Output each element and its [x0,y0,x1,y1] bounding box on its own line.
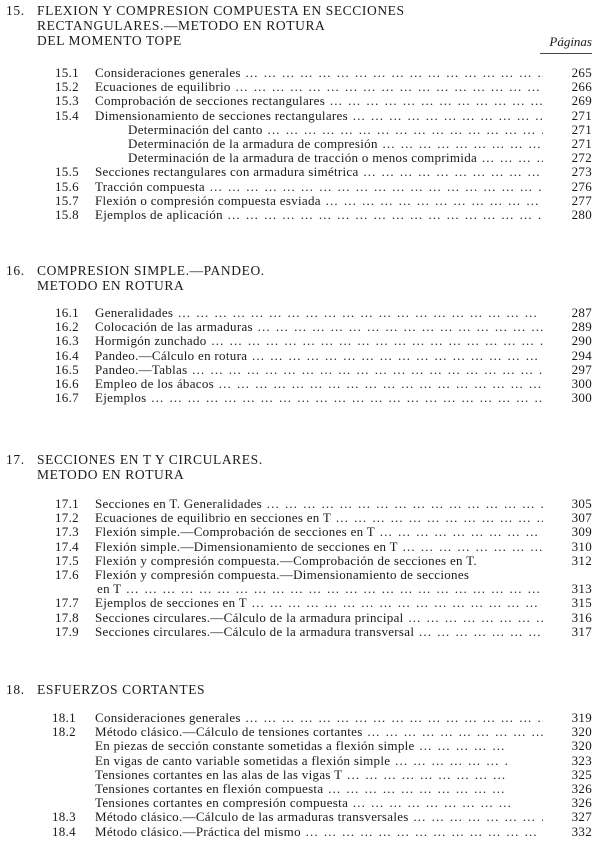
entry-page: 266 [571,79,592,95]
entry-number: 17.5 [55,552,79,568]
entry-title: Método clásico.—Cálculo de las armaduras transversales … … … … … … … … … … … … … … … … … … … … … … … … … … … … … … … … … … … [95,810,543,824]
toc-entry[interactable] [0,349,600,363]
toc-subentry[interactable] [0,151,600,165]
toc-subentry[interactable] [0,768,600,782]
entry-number: 18.4 [52,823,76,839]
entry-page: 290 [571,333,592,349]
toc-entry[interactable] [0,194,600,208]
chapter-title-line: SECCIONES EN T Y CIRCULARES. [37,452,263,467]
toc-entry[interactable] [0,568,600,582]
entry-title: Secciones circulares.—Cálculo de la armadura transversal … … … … … … … … … … … … … … … … … … … … … … … … … … … … … … … … … … … [95,625,543,639]
toc-entry[interactable] [0,109,600,123]
chapter-title [37,452,263,482]
entry-title: Método clásico.—Práctica del mismo … … … … … … … … … … … … … … … … … … … … … … … … … … … … … … … … … … … [95,825,543,839]
entry-page: 280 [571,206,592,222]
entry-title: Generalidades … … … … … … … … … … … … … … … … … … … … … … … … … … … … … … … … … … … [95,306,543,320]
entry-title: Tensiones cortantes en las alas de las vigas T … … … … … … … … … … … … … … … … … … … … … … … … … … … … … … … … … … … [95,768,510,782]
entry-list [0,711,600,839]
entry-number: 17.2 [55,510,79,526]
entry-title: Determinación de la armadura de compresión … … … … … … … … … … … … … … … … … … … … … … … … … … … … … … … … … … … [128,137,543,151]
entry-title: Flexión y compresión compuesta.—Comprobación de secciones en T. [95,553,477,568]
entry-title: Flexión simple.—Comprobación de secciones en T … … … … … … … … … … … … … … … … … … … … … … … … … … … … … … … … … … … [95,525,543,539]
toc-subentry[interactable] [0,754,600,768]
entry-number: 15.2 [55,79,79,95]
toc-entry[interactable] [0,725,600,739]
entry-title: Dimensionamiento de secciones rectangulares … … … … … … … … … … … … … … … … … … … … … … … … … … … … … … … … … … … [95,109,543,123]
entry-page: 271 [571,107,592,123]
chapter-number: 18. [6,682,25,697]
entry-title: Hormigón zunchado … … … … … … … … … … … … … … … … … … … … … … … … … … … … … … … … … … … [95,334,543,348]
entry-number: 18.2 [52,724,76,740]
entry-page: 312 [571,552,592,568]
toc-subentry[interactable] [0,782,600,796]
entry-title: Consideraciones generales … … … … … … … … … … … … … … … … … … … … … … … … … … … … … … … … … … … [95,66,543,80]
chapter-title [37,3,405,48]
entry-number: 17.9 [55,623,79,639]
entry-number: 15.1 [55,65,79,80]
entry-number: 18.3 [52,809,76,825]
chapter-title-line: METODO EN ROTURA [37,467,185,482]
entry-number: 15.6 [55,178,79,194]
entry-number: 16.2 [55,319,79,335]
toc-entry[interactable] [0,377,600,391]
entry-title: Colocación de las armaduras … … … … … … … … … … … … … … … … … … … … … … … … … … … … … … … … … … … [95,320,543,334]
entry-number: 15.3 [55,93,79,109]
entry-page: 325 [571,766,592,782]
entry-page: 272 [571,150,592,166]
entry-title: Determinación del canto … … … … … … … … … … … … … … … … … … … … … … … … … … … … … … … … … … … [128,123,543,137]
entry-title: Ecuaciones de equilibrio … … … … … … … … … … … … … … … … … … … … … … … … … … … … … … … … … … … [95,80,543,94]
entry-title: Determinación de la armadura de tracción o menos comprimida … … … … … … … … … … … … … … … … … … … … … … … … … … … … … … … … … … … [128,151,543,165]
toc-entry[interactable] [0,66,600,80]
entry-page: 265 [571,65,592,80]
entry-number: 16.7 [55,390,79,406]
toc-entry[interactable] [0,596,600,610]
toc-subentry[interactable] [0,137,600,151]
entry-title: Ejemplos … … … … … … … … … … … … … … … … … … … … … … … … … … … … … … … … … … … [95,391,543,405]
entry-title: Tensiones cortantes en compresión compuesta … … … … … … … … … … … … … … … … … … … … … … … … … … … … … … … … … … … [95,796,510,810]
entry-number: 15.7 [55,192,79,208]
paginas-rule [540,53,592,54]
entry-title: Secciones rectangulares con armadura simétrica … … … … … … … … … … … … … … … … … … … … … … … … … … … … … … … … … … … [95,165,543,179]
entry-number: 15.4 [55,107,79,123]
entry-title: Método clásico.—Cálculo de tensiones cortantes … … … … … … … … … … … … … … … … … … … … … … … … … … … … … … … … … … … [95,725,543,739]
entry-number: 15.5 [55,164,79,180]
entry-page: 276 [571,178,592,194]
entry-page: 320 [571,738,592,754]
entry-title: en T … … … … … … … … … … … … … … … … … … … … … … … … … … … … … … … … … … … [97,582,543,596]
entry-page: 271 [571,135,592,151]
entry-title: Empleo de los ábacos … … … … … … … … … … … … … … … … … … … … … … … … … … … … … … … … … … … [95,377,543,391]
entry-number: 17.3 [55,524,79,540]
entry-page: 313 [571,581,592,597]
toc-entry[interactable] [0,391,600,405]
entry-page: 326 [571,795,592,811]
entry-number: 17.4 [55,538,79,554]
toc-entry[interactable] [0,525,600,539]
entry-number: 15.8 [55,206,79,222]
toc-subentry[interactable] [0,796,600,810]
entry-number: 16.5 [55,361,79,377]
entry-page: 289 [571,319,592,335]
entry-page: 269 [571,93,592,109]
entry-number: 16.4 [55,347,79,363]
entry-title: Tracción compuesta … … … … … … … … … … … … … … … … … … … … … … … … … … … … … … … … … … … [95,180,543,194]
toc-entry[interactable] [0,711,600,725]
toc-entry[interactable] [0,497,600,511]
entry-number: 17.6 [55,566,79,582]
entry-title: Ecuaciones de equilibrio en secciones en T … … … … … … … … … … … … … … … … … … … … … … … … … … … … … … … … … … … [95,511,543,525]
entry-title: Secciones circulares.—Cálculo de la armadura principal … … … … … … … … … … … … … … … … … … … … … … … … … … … … … … … … … … … [95,611,543,625]
entry-number: 16.6 [55,375,79,391]
toc-entry[interactable] [0,540,600,554]
entry-title: Ejemplos de secciones en T … … … … … … … … … … … … … … … … … … … … … … … … … … … … … … … … … … … [95,596,543,610]
toc-subentry[interactable] [0,123,600,137]
entry-title: Secciones en T. Generalidades … … … … … … … … … … … … … … … … … … … … … … … … … … … … … … … … … … … [95,497,543,511]
entry-page: 300 [571,390,592,406]
toc-entry[interactable] [0,320,600,334]
entry-page: 287 [571,305,592,320]
chapter-number: 17. [6,452,25,467]
entry-page: 332 [571,823,592,839]
chapter-title-line: ESFUERZOS CORTANTES [37,682,206,697]
entry-page: 326 [571,780,592,796]
entry-title: Pandeo.—Cálculo en rotura … … … … … … … … … … … … … … … … … … … … … … … … … … … … … … … … … … … [95,349,543,363]
toc-subentry[interactable] [0,739,600,753]
entry-list [0,66,600,222]
entry-page: 273 [571,164,592,180]
entry-title: Tensiones cortantes en flexión compuesta … … … … … … … … … … … … … … … … … … … … … … … … … … … … … … … … … … … [95,782,510,796]
toc-entry[interactable] [0,810,600,824]
entry-list [0,497,600,639]
entry-title: Flexión o compresión compuesta esviada … … … … … … … … … … … … … … … … … … … … … … … … … … … … … … … … … … … [95,194,543,208]
toc-entry[interactable] [0,511,600,525]
toc-entry[interactable] [0,208,600,222]
toc-entry[interactable] [0,334,600,348]
entry-title: En piezas de sección constante sometidas a flexión simple … … … … … … … … … … … … … … … … … … … … … … … … … … … … … … … … … … … [95,739,510,753]
toc-entry[interactable] [0,611,600,625]
entry-page: 327 [571,809,592,825]
entry-number: 16.1 [55,305,79,320]
chapter-title [37,263,265,293]
entry-title: Flexión y compresión compuesta.—Dimensionamiento de secciones [95,567,470,582]
toc-entry[interactable] [0,180,600,194]
toc-entry[interactable] [0,554,600,568]
entry-page: 320 [571,724,592,740]
chapter-title-line: RECTANGULARES.—METODO EN ROTURA [37,18,326,33]
paginas-label: Páginas [549,34,592,49]
toc-entry[interactable] [0,825,600,839]
entry-title: Pandeo.—Tablas … … … … … … … … … … … … … … … … … … … … … … … … … … … … … … … … … … … [95,363,543,377]
toc-entry[interactable] [0,306,600,320]
entry-page: 271 [571,121,592,137]
entry-number: 17.7 [55,595,79,611]
entry-number: 17.1 [55,496,79,511]
chapter-title-line: METODO EN ROTURA [37,278,185,293]
toc-entry[interactable] [0,80,600,94]
entry-page: 305 [571,496,592,511]
entry-page: 319 [571,710,592,725]
chapter-title-line: FLEXION Y COMPRESION COMPUESTA EN SECCIONES [37,3,405,18]
entry-number: 16.3 [55,333,79,349]
entry-page: 309 [571,524,592,540]
entry-list [0,306,600,405]
chapter-title-line: COMPRESION SIMPLE.—PANDEO. [37,263,265,278]
entry-number: 17.8 [55,609,79,625]
chapter-title [37,682,205,697]
entry-page: 300 [571,375,592,391]
chapter-title-line: DEL MOMENTO TOPE [37,33,182,48]
entry-page: 310 [571,538,592,554]
toc-entry[interactable] [0,625,600,639]
entry-page: 294 [571,347,592,363]
toc-entry-continuation[interactable] [0,582,600,596]
entry-page: 297 [571,361,592,377]
entry-title: Ejemplos de aplicación … … … … … … … … … … … … … … … … … … … … … … … … … … … … … … … … … … … [95,208,543,222]
entry-page: 307 [571,510,592,526]
toc-entry[interactable] [0,165,600,179]
chapter-number: 16. [6,263,25,278]
toc-entry[interactable] [0,363,600,377]
entry-title: Flexión simple.—Dimensionamiento de secciones en T … … … … … … … … … … … … … … … … … … … … … … … … … … … … … … … … … … … [95,540,543,554]
entry-title: Consideraciones generales … … … … … … … … … … … … … … … … … … … … … … … … … … … … … … … … … … … [95,711,543,725]
toc-entry[interactable] [0,94,600,108]
entry-page: 277 [571,192,592,208]
entry-page: 316 [571,609,592,625]
entry-page: 315 [571,595,592,611]
chapter-number: 15. [6,3,25,18]
entry-page: 317 [571,623,592,639]
entry-title: En vigas de canto variable sometidas a flexión simple … … … … … … … … … … … … … … … … … … … … … … … … … … … … … … … … … … … [95,754,510,768]
entry-title: Comprobación de secciones rectangulares … … … … … … … … … … … … … … … … … … … … … … … … … … … … … … … … … … … [95,94,543,108]
entry-page: 323 [571,752,592,768]
entry-number: 18.1 [52,710,76,725]
